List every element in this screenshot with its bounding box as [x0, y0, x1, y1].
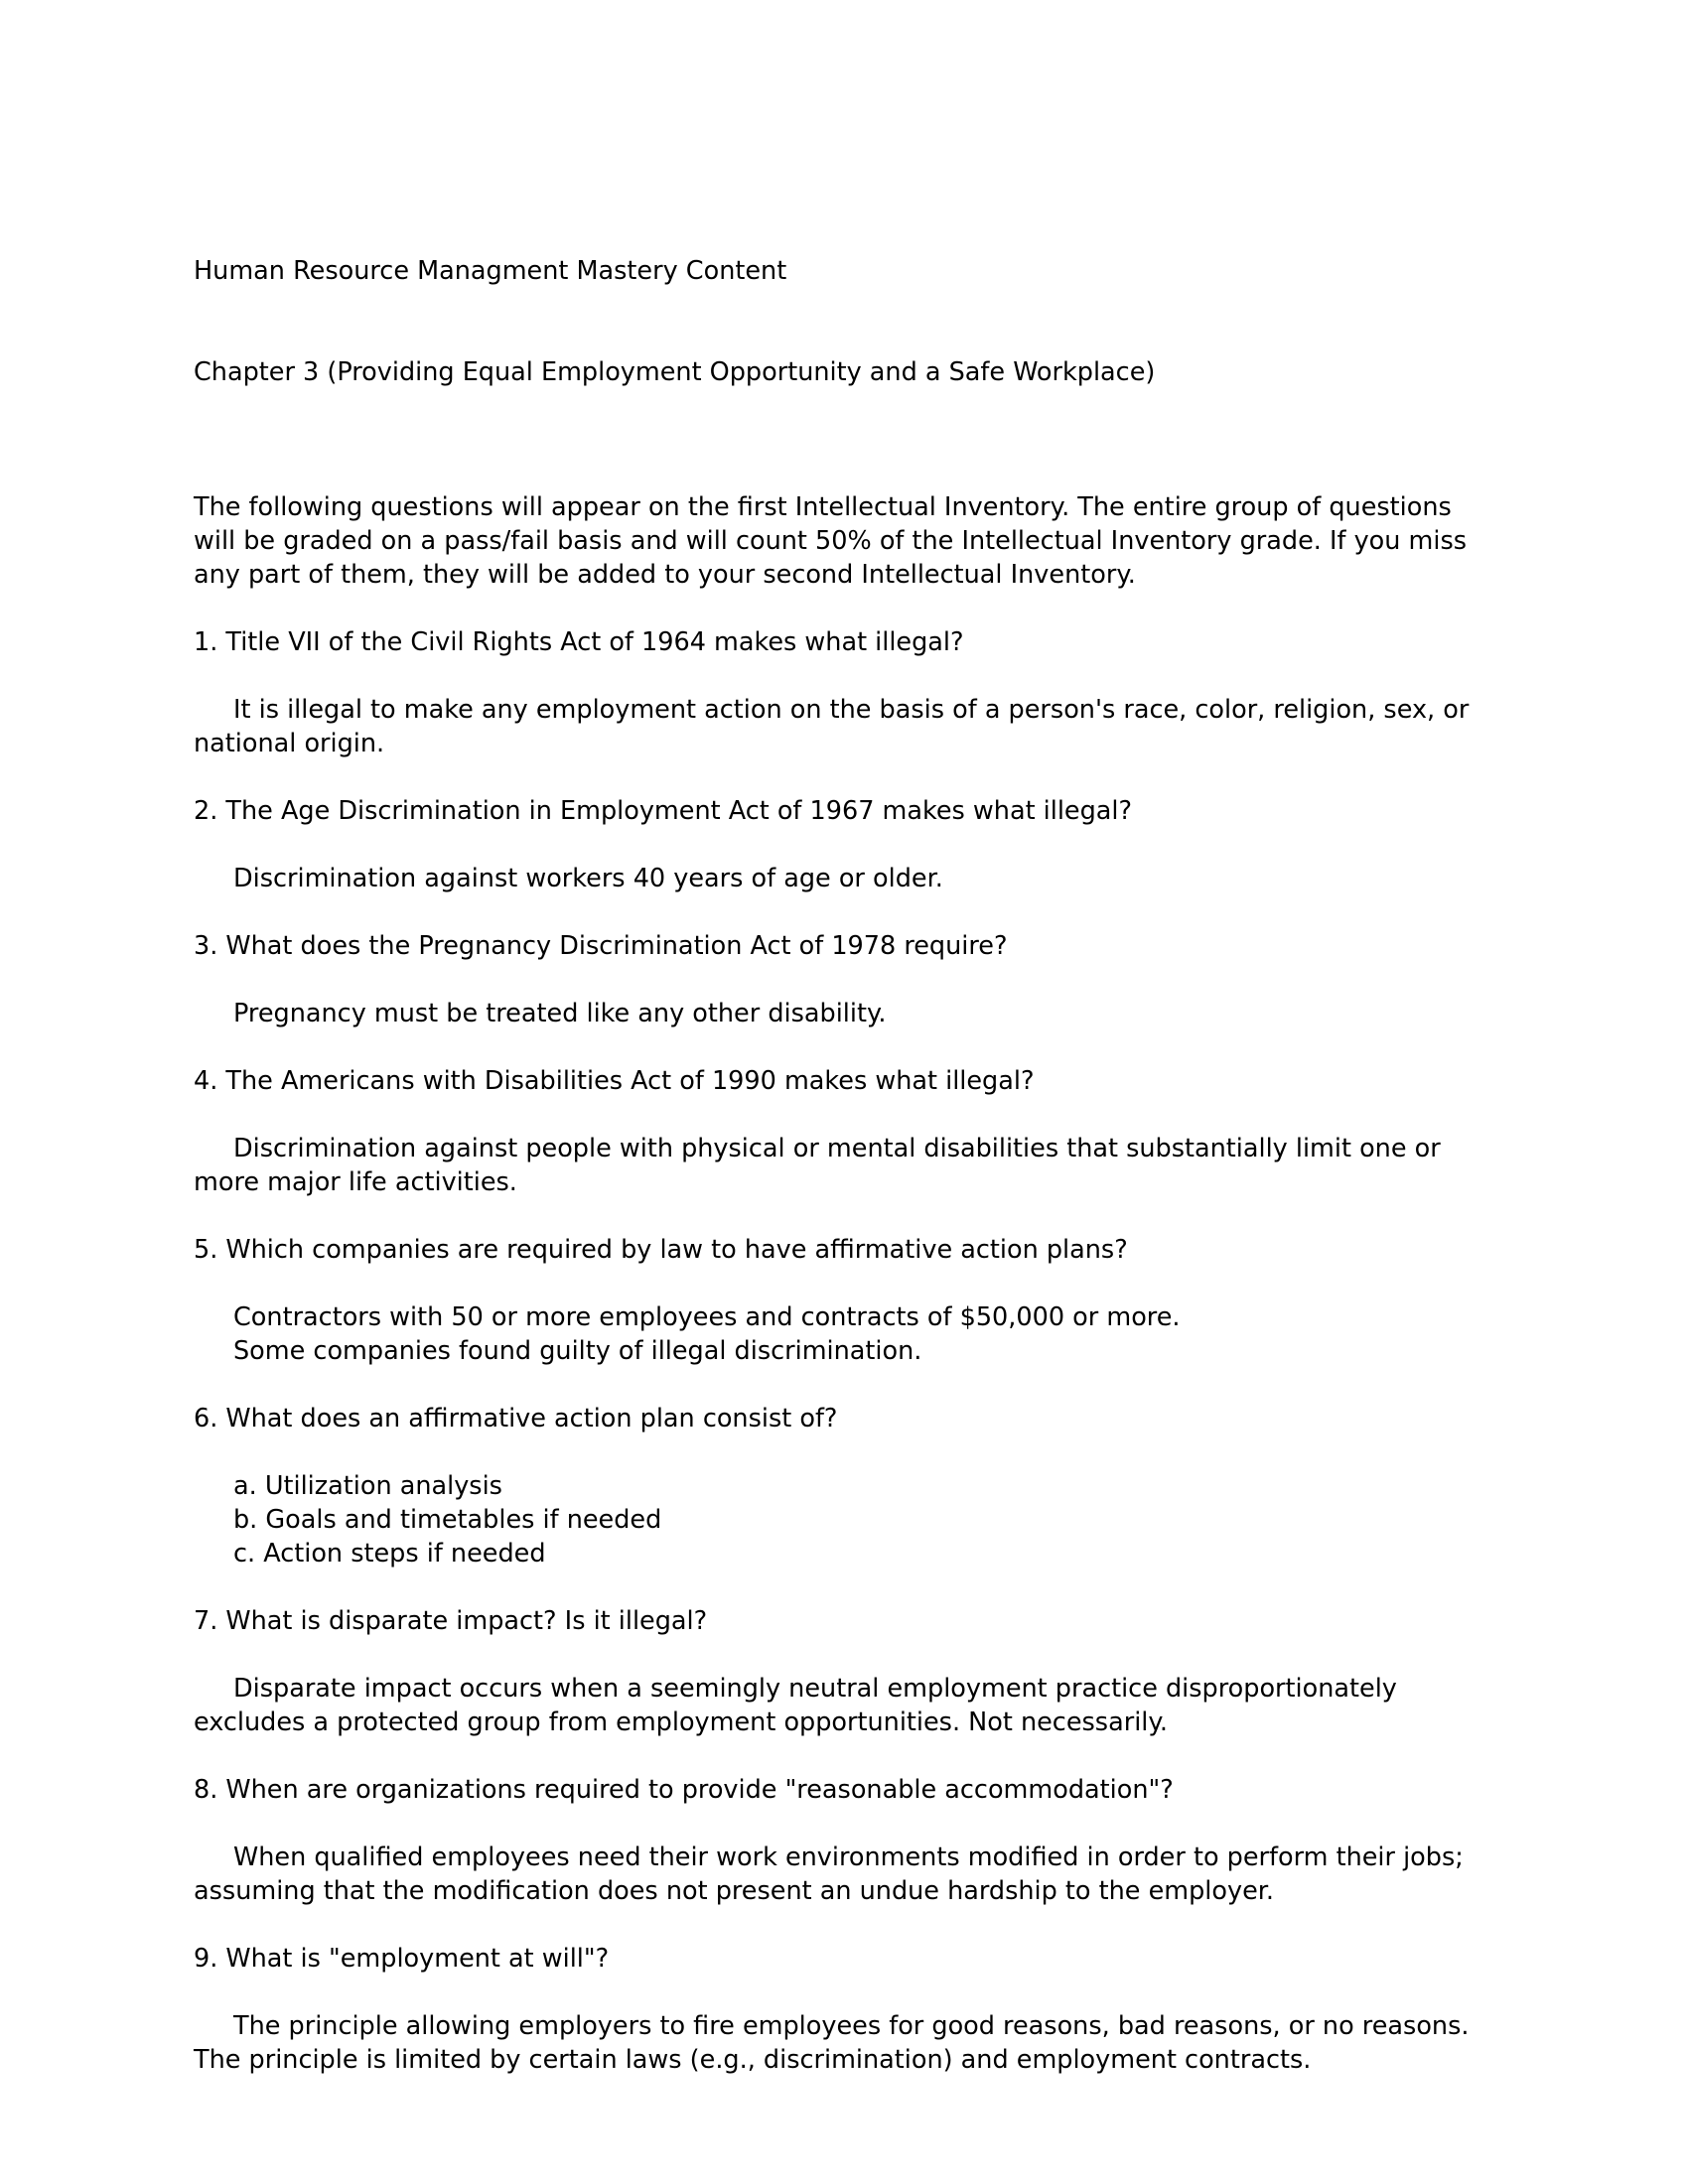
heading-line-title: Human Resource Managment Mastery Content — [194, 256, 787, 286]
question-2: 2. The Age Discrimination in Employment Act of 1967 makes what illegal? — [194, 796, 1133, 826]
intro-paragraph: The following questions will appear on the first Intellectual Inventory. The entire group of questions will be graded on a pass/fail basis and will count 50% of the Intellectual Inventory grade. If you miss any part of them, they will be added to your second Intellectual Inventory. — [194, 492, 1468, 590]
spacer — [194, 457, 1475, 490]
answer-1: It is illegal to make any employment action on the basis of a person's race, color, religion, sex, or national origin. — [194, 695, 1470, 758]
spacer — [194, 1908, 1475, 1942]
spacer — [194, 1098, 1475, 1132]
spacer — [194, 1807, 1475, 1841]
answer-8: When qualified employees need their work environments modified in order to perform their jobs; assuming that the modification does not present an undue hardship to the employer. — [194, 1843, 1464, 1906]
spacer — [194, 1435, 1475, 1469]
question-6: 6. What does an affirmative action plan consist of? — [194, 1404, 838, 1433]
spacer — [194, 659, 1475, 693]
spacer — [194, 1267, 1475, 1300]
spacer — [194, 828, 1475, 862]
answer-7: Disparate impact occurs when a seemingly neutral employment practice disproportionately excludes a protected group from employment opportunities. Not necessarily. — [194, 1674, 1397, 1737]
answer-5-line-1: Contractors with 50 or more employees and contracts of $50,000 or more. — [233, 1302, 1181, 1332]
answer-4: Discrimination against people with physical or mental disabilities that substantially limit one or more major life activities. — [194, 1134, 1441, 1197]
list-item: a. Utilization analysis — [233, 1471, 502, 1501]
document-body — [194, 187, 1475, 2077]
question-3: 3. What does the Pregnancy Discrimination Act of 1978 require? — [194, 931, 1008, 961]
answer-3: Pregnancy must be treated like any other disability. — [233, 999, 887, 1028]
spacer — [194, 1739, 1475, 1773]
spacer — [194, 760, 1475, 794]
question-1: 1. Title VII of the Civil Rights Act of 1964 makes what illegal? — [194, 627, 964, 657]
list-item: c. Action steps if needed — [233, 1539, 546, 1569]
spacer — [194, 1030, 1475, 1064]
spacer — [194, 1199, 1475, 1233]
spacer — [194, 1976, 1475, 2009]
question-7: 7. What is disparate impact? Is it illegal? — [194, 1606, 708, 1636]
spacer — [194, 1368, 1475, 1402]
answer-5-line-2: Some companies found guilty of illegal discrimination. — [233, 1336, 922, 1366]
answer-2: Discrimination against workers 40 years of age or older. — [233, 864, 943, 893]
spacer — [194, 1570, 1475, 1604]
spacer — [194, 592, 1475, 625]
heading-line-chapter: Chapter 3 (Providing Equal Employment Opportunity and a Safe Workplace) — [194, 357, 1156, 387]
spacer — [194, 963, 1475, 997]
spacer — [194, 1638, 1475, 1672]
answer-5 — [194, 1300, 1475, 1368]
spacer — [194, 895, 1475, 929]
document-heading — [194, 187, 1475, 457]
question-4: 4. The Americans with Disabilities Act of 1990 makes what illegal? — [194, 1066, 1035, 1096]
answer-9: The principle allowing employers to fire employees for good reasons, bad reasons, or no reasons. The principle is limited by certain laws (e.g., discrimination) and employment contracts. — [194, 2011, 1470, 2075]
question-8: 8. When are organizations required to provide "reasonable accommodation"? — [194, 1775, 1174, 1805]
list-item: b. Goals and timetables if needed — [233, 1505, 662, 1535]
answer-6-list — [194, 1469, 1475, 1570]
question-5: 5. Which companies are required by law to have affirmative action plans? — [194, 1235, 1128, 1265]
question-9: 9. What is "employment at will"? — [194, 1944, 610, 1974]
